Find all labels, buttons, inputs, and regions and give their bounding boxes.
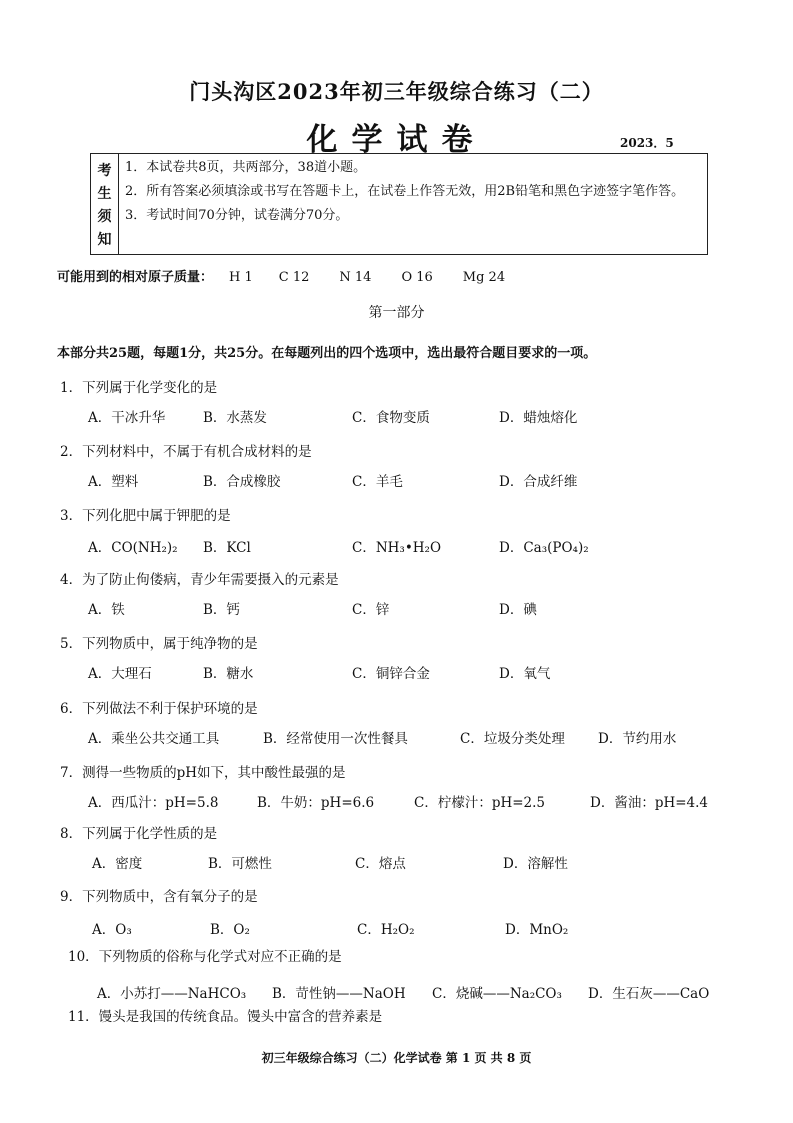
question-stem: 10．下列物质的俗称与化学式对应不正确的是	[68, 949, 342, 965]
exam-date: 2023．5	[620, 136, 674, 150]
atomic-mass-value: C 12	[278, 270, 310, 285]
answer-option: A．O₃	[92, 922, 132, 938]
answer-option: D．溶解性	[503, 856, 568, 872]
notice-label	[91, 154, 119, 254]
question-stem: 3．下列化肥中属于钾肥的是	[60, 508, 231, 524]
answer-option: C．熔点	[355, 856, 406, 872]
answer-option: C．垃圾分类处理	[460, 731, 565, 747]
atomic-mass-value: Mg 24	[462, 270, 506, 285]
answer-option: A．塑料	[88, 474, 139, 490]
answer-option: A．干冰升华	[88, 410, 166, 426]
question-stem: 5．下列物质中，属于纯净物的是	[60, 636, 258, 652]
answer-option: A．小苏打——NaHCO₃	[97, 986, 247, 1002]
answer-option: C．H₂O₂	[357, 922, 415, 938]
atomic-mass-value: N 14	[339, 270, 372, 285]
question-stem: 1．下列属于化学变化的是	[60, 380, 218, 396]
page-footer: 初三年级综合练习（二）化学试卷 第 1 页 共 8 页	[261, 1051, 532, 1065]
answer-option: D．碘	[499, 602, 537, 618]
answer-option: D．Ca₃(PO₄)₂	[499, 540, 589, 556]
answer-option: C．羊毛	[352, 474, 403, 490]
answer-option: D．MnO₂	[505, 922, 569, 938]
part-title: 第一部分	[368, 305, 425, 321]
notice-body	[119, 154, 707, 254]
answer-option: D．蜡烛熔化	[499, 410, 578, 426]
question-stem: 2．下列材料中，不属于有机合成材料的是	[60, 444, 312, 460]
answer-option: A．大理石	[88, 666, 152, 682]
answer-option: C．食物变质	[352, 410, 430, 426]
answer-option: A．铁	[88, 602, 125, 618]
notice-label-char: 生	[97, 185, 112, 202]
answer-option: B．合成橡胶	[203, 474, 281, 490]
question-stem: 11．馒头是我国的传统食品。馒头中富含的营养素是	[68, 1009, 383, 1025]
answer-option: C．NH₃•H₂O	[352, 540, 442, 556]
notice-item: 1．本试卷共8页，共两部分，38道小题。	[125, 160, 367, 175]
answer-option: B．苛性钠——NaOH	[272, 986, 406, 1002]
question-stem: 9．下列物质中，含有氧分子的是	[60, 889, 258, 905]
notice-item: 3．考试时间70分钟，试卷满分70分。	[125, 208, 349, 223]
notice-label-char: 须	[97, 208, 112, 225]
answer-option: D．酱油：pH=4.4	[590, 795, 709, 811]
exam-subtitle: 化学试卷	[306, 122, 487, 158]
question-stem: 8．下列属于化学性质的是	[60, 826, 218, 842]
notice-box	[90, 153, 708, 255]
answer-option: D．节约用水	[598, 731, 677, 747]
atomic-masses	[57, 266, 505, 285]
answer-option: B．可燃性	[208, 856, 272, 872]
question-stem: 6．下列做法不利于保护环境的是	[60, 701, 258, 717]
question-stem: 4．为了防止佝偻病，青少年需要摄入的元素是	[60, 572, 339, 588]
answer-option: B．KCl	[203, 540, 251, 556]
answer-option: B．水蒸发	[203, 410, 267, 426]
answer-option: B．钙	[203, 602, 240, 618]
answer-option: C．柠檬汁：pH=2.5	[414, 795, 546, 811]
answer-option: C．铜锌合金	[352, 666, 430, 682]
section-intro: 本部分共25题，每题1分，共25分。在每题列出的四个选项中，选出最符合题目要求的一项。	[57, 346, 597, 361]
atomic-mass-value: H 1	[229, 270, 253, 285]
answer-option: B．牛奶：pH=6.6	[257, 795, 375, 811]
notice-item: 2．所有答案必须填涂或书写在答题卡上，在试卷上作答无效，用2B铅笔和黑色字迹签字笔作答。	[125, 184, 685, 199]
answer-option: A．乘坐公共交通工具	[88, 731, 220, 747]
answer-option: C．锌	[352, 602, 390, 618]
atomic-mass-value: O 16	[401, 270, 433, 285]
answer-option: B．经常使用一次性餐具	[263, 731, 408, 747]
notice-label-char: 考	[97, 162, 112, 179]
answer-option: D．生石灰——CaO	[588, 986, 710, 1002]
question-stem: 7．测得一些物质的pH如下，其中酸性最强的是	[60, 765, 346, 781]
answer-option: D．合成纤维	[499, 474, 578, 490]
answer-option: A．密度	[92, 856, 143, 872]
notice-label-char: 知	[97, 231, 112, 248]
answer-option: B．糖水	[203, 666, 254, 682]
answer-option: C．烧碱——Na₂CO₃	[432, 986, 562, 1002]
answer-option: D．氧气	[499, 666, 551, 682]
exam-title: 门头沟区2023年初三年级综合练习（二）	[189, 79, 604, 104]
atomic-masses-label: 可能用到的相对原子质量：	[57, 270, 214, 285]
answer-option: A．西瓜汁：pH=5.8	[88, 795, 219, 811]
answer-option: A．CO(NH₂)₂	[88, 540, 178, 556]
answer-option: B．O₂	[210, 922, 250, 938]
